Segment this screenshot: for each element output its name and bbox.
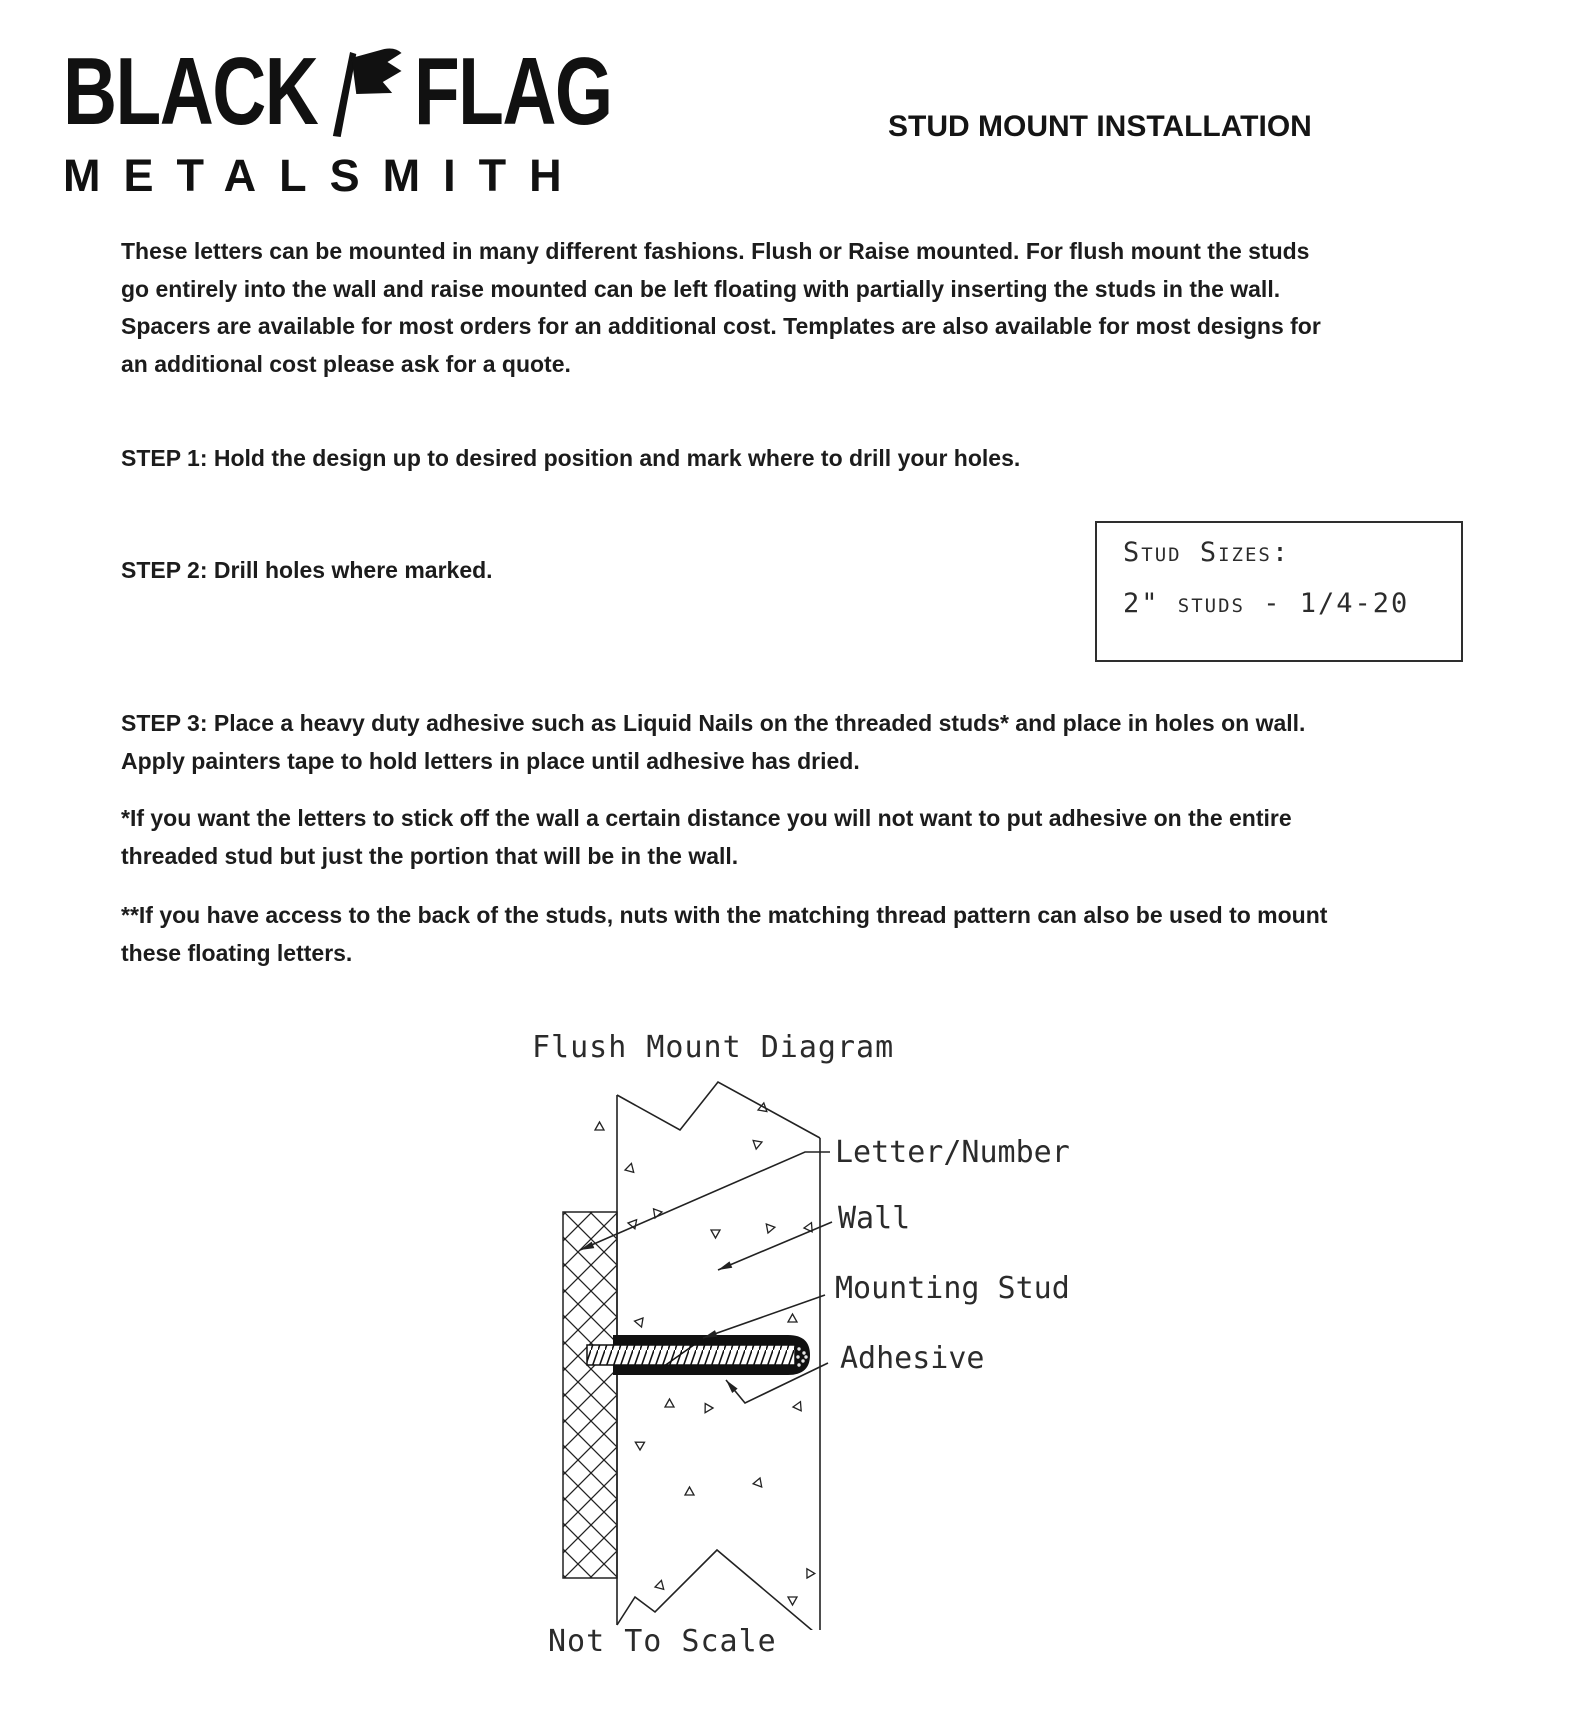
logo-wordmark: [63, 38, 612, 146]
step-1-text: STEP 1: Hold the design up to desired position and mark where to drill your holes.: [121, 445, 1021, 471]
letter-plate: [563, 1212, 617, 1578]
step-3-text: STEP 3: Place a heavy duty adhesive such as Liquid Nails on the threaded studs* and place in holes on wall. Apply painters tape to hold letters in place until adhesive has dried.: [121, 710, 1306, 774]
label-mounting-stud: Mounting Stud: [835, 1271, 1070, 1306]
intro-paragraph: These letters can be mounted in many different fashions. Flush or Raise mounted. For flush mount the studs go entirely into the wall and raise mounted can be left floating with partially inserting the studs in the wall. Spacers are available for most orders for an additional cost. Templates are also available for most designs for an additional cost please ask for a quote.: [121, 238, 1321, 377]
stud-sizes-heading: Stud Sizes:: [1123, 537, 1291, 568]
logo-word-black: BLACK: [63, 38, 318, 146]
page-title: STUD MOUNT INSTALLATION: [888, 110, 1312, 143]
footnote-adhesive: *If you want the letters to stick off the wall a certain distance you will not want to put adhesive on the entire threaded stud but just the portion that will be in the wall.: [121, 805, 1292, 869]
label-letter-number: Letter/Number: [835, 1135, 1070, 1170]
leader-mounting-stud: [703, 1295, 825, 1338]
stud-sizes-value: 2" studs - 1/4-20: [1123, 588, 1410, 619]
step-2-text: STEP 2: Drill holes where marked.: [121, 557, 493, 583]
mounting-stud-rod: [587, 1342, 808, 1369]
black-flag-icon: [325, 46, 406, 138]
logo-subtitle: METALSMITH: [63, 150, 585, 201]
logo-word-flag: FLAG: [413, 38, 612, 146]
brand-logo: [63, 38, 766, 202]
stud-sizes-box: [1095, 521, 1463, 662]
diagram-caption: Not To Scale: [548, 1624, 777, 1659]
label-adhesive: Adhesive: [840, 1341, 985, 1376]
leader-wall: [718, 1222, 832, 1270]
flush-mount-diagram: [500, 1070, 1100, 1630]
label-wall: Wall: [838, 1201, 911, 1236]
diagram-title: Flush Mount Diagram: [532, 1030, 895, 1065]
footnote-nuts: **If you have access to the back of the studs, nuts with the matching thread pattern can also be used to mount these floating letters.: [121, 902, 1328, 966]
